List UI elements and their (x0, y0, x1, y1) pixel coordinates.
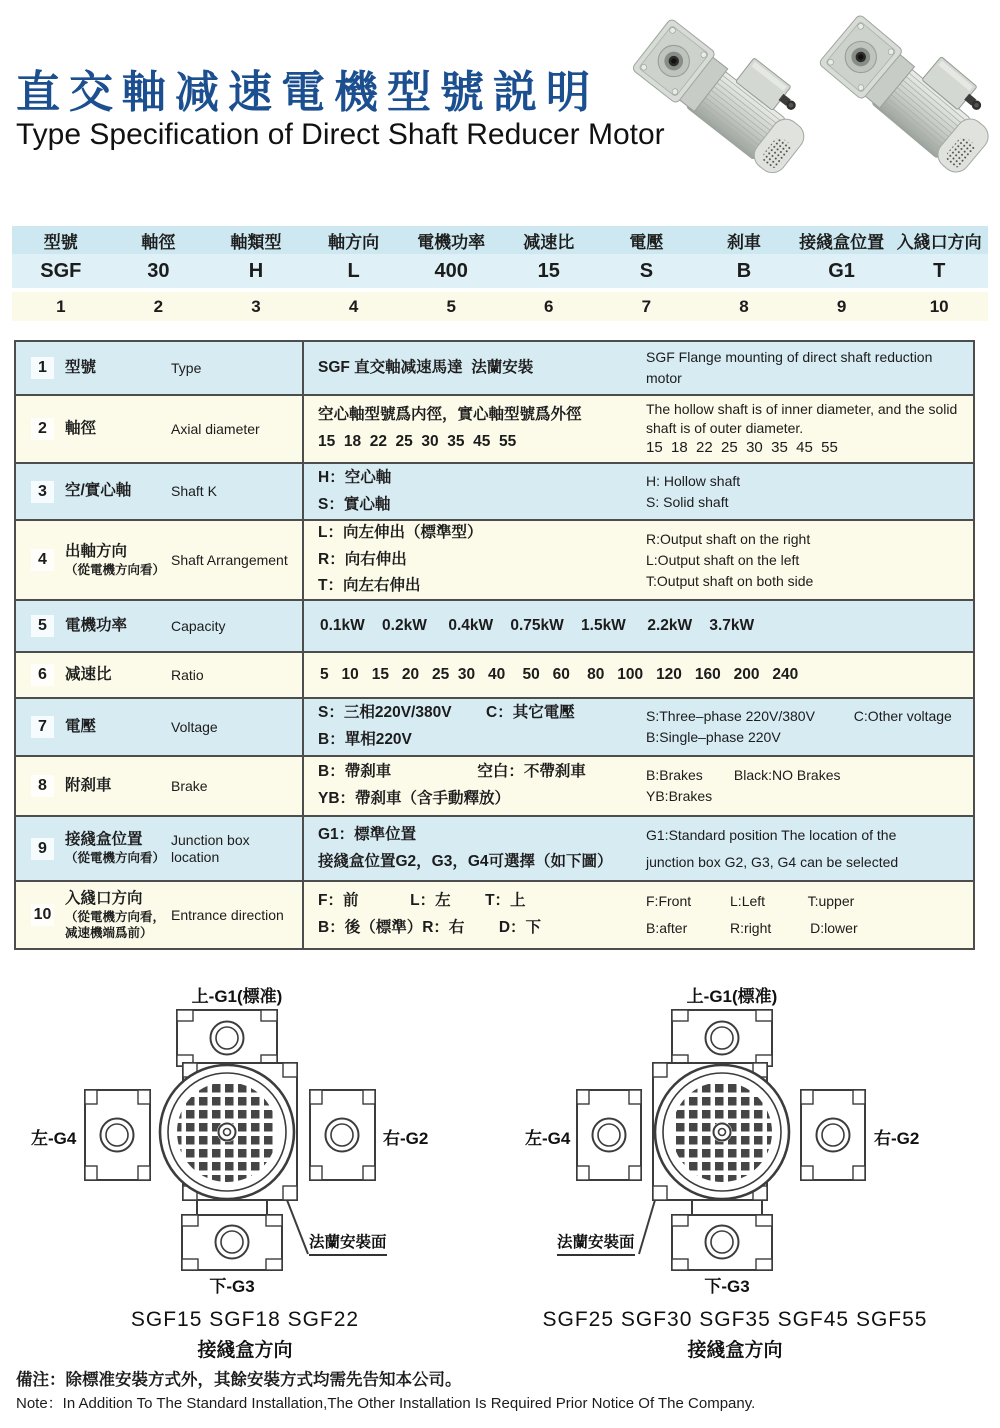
diagram-caption: 接綫盒方向 (687, 1340, 783, 1361)
content-line: B：帶刹車 空白：不帶刹車 (318, 763, 586, 781)
code-number: 7 (641, 296, 652, 316)
label-sub: （從電機方向看） (65, 851, 166, 866)
content-zh (304, 521, 642, 599)
content-line: H: Hollow shaft (646, 472, 741, 489)
content-en (642, 757, 973, 815)
content-line: L：向左伸出（標準型） (318, 524, 483, 542)
code-value: L (347, 259, 360, 282)
row-label-zh (65, 889, 171, 942)
row-content (304, 817, 973, 880)
row-number: 4 (31, 549, 54, 571)
label-position-g1-top: 上-G1(標准) (686, 987, 778, 1006)
content-en (642, 521, 973, 599)
code-number: 9 (836, 296, 847, 316)
row-label-zh: 型號 (65, 358, 97, 376)
code-number: 5 (446, 296, 456, 316)
row-label-cell (16, 464, 304, 519)
row-label-cell (16, 521, 304, 599)
content-line: B：後（標準）R：右 D：下 (318, 919, 542, 936)
code-value: B (736, 259, 752, 282)
code-header: 軸類型 (230, 232, 282, 252)
spec-row-type (16, 342, 973, 394)
spec-row-ratio (16, 651, 973, 697)
code-header: 接綫盒位置 (799, 232, 885, 252)
flange-mounting-face-label: 法蘭安裝面 (309, 1230, 387, 1256)
row-label-zh: 附刹車 (65, 776, 112, 794)
content-line: B:Single–phase 220V (646, 729, 781, 745)
label-sub: （從電機方向看） (65, 562, 166, 577)
content-en (642, 464, 973, 519)
content-line: B:after R:right D:lower (646, 920, 858, 936)
row-label-en: Capacity (171, 617, 226, 634)
row-label-cell (16, 653, 304, 697)
row-label-cell (16, 757, 304, 815)
row-label-en: Ratio (171, 666, 204, 683)
content-line: R:Output shaft on the right (646, 530, 811, 547)
junction-box-diagram-large-frames (505, 978, 965, 1370)
code-header: 電機功率 (417, 232, 486, 252)
spec-row-junction-box (16, 815, 973, 880)
row-label-zh: 軸徑 (65, 419, 97, 437)
row-label-en: Shaft K (171, 483, 217, 500)
code-number: 10 (929, 296, 949, 316)
row-label-cell (16, 342, 304, 394)
spec-row-axial-diameter (16, 394, 973, 462)
row-label-en: Shaft Arrangement (171, 551, 288, 568)
code-value: 400 (434, 259, 468, 282)
row-content (304, 653, 973, 697)
code-number: 6 (544, 296, 554, 316)
row-label-en: Junction box location (171, 831, 250, 865)
row-label-zh (65, 830, 171, 866)
spec-row-shaft-kind (16, 462, 973, 519)
content-line: G1:Standard position The location of the (646, 826, 897, 843)
code-header: 刹車 (726, 232, 761, 252)
content-en (642, 882, 973, 948)
row-content (304, 396, 973, 462)
code-number: 4 (348, 296, 359, 316)
row-label-zh (65, 542, 171, 578)
row-label-zh: 空/實心軸 (65, 482, 132, 500)
label-position-g4-left: 左-G4 (31, 1129, 77, 1148)
code-value: S (639, 259, 654, 282)
row-number: 10 (31, 904, 54, 926)
content-line: S：三相220V/380V C：其它電壓 (318, 704, 575, 722)
code-header: 入綫口方向 (896, 232, 982, 252)
page-title-english: Type Specification of Direct Shaft Reducer Motor (16, 118, 665, 151)
code-value-row (12, 254, 988, 288)
spec-row-voltage (16, 697, 973, 755)
label-main: 入綫口方向 (65, 889, 143, 907)
code-header: 减速比 (523, 232, 575, 252)
row-content (304, 342, 973, 394)
label-sub: 减速機端爲前） (65, 926, 153, 941)
content-line: S：實心軸 (318, 495, 391, 513)
note-english: Note：In Addition To The Standard Installation,The Other Installation Is Required Prior Notice Of The Company. (16, 1395, 756, 1412)
flange-mounting-face-label: 法蘭安裝面 (557, 1230, 635, 1256)
content-zh (304, 757, 642, 815)
model-code-table (12, 226, 988, 321)
content-line: L:Output shaft on the left (646, 551, 800, 568)
row-number: 5 (31, 615, 54, 637)
row-label-cell (16, 817, 304, 880)
content-line: H：空心軸 (318, 468, 392, 486)
row-content (304, 521, 973, 599)
content-line: S: Solid shaft (646, 493, 729, 510)
content-line: The hollow shaft is of inner diameter, and the solid (646, 400, 958, 417)
note-chinese: 備注：除標准安裝方式外，其餘安裝方式均需先告知本公司。 (16, 1371, 462, 1389)
gearmotor-illustration (600, 0, 1000, 190)
content-zh (304, 342, 642, 394)
row-label-zh: 减速比 (65, 665, 112, 683)
row-label-cell (16, 699, 304, 755)
row-content (304, 601, 973, 651)
label-main: 接綫盒位置 (65, 831, 143, 849)
row-number: 9 (31, 838, 54, 860)
content-line: B：單相220V (318, 731, 412, 748)
content-line: 接綫盒位置G2，G3，G4可選擇（如下圖） (318, 852, 613, 870)
content-line: R：向右伸出 (318, 550, 407, 568)
row-number: 1 (31, 357, 54, 379)
motor-photo-left (631, 2, 825, 179)
content-zh (304, 464, 642, 519)
row-number: 7 (31, 716, 54, 738)
row-number: 2 (31, 418, 54, 440)
spec-row-shaft-arrangement (16, 519, 973, 599)
code-number-row (12, 292, 988, 321)
code-value: 15 (537, 259, 560, 282)
content-span: 0.1kW 0.2kW 0.4kW 0.75kW 1.5kW 2.2kW 3.7kW (320, 617, 755, 634)
content-line: F：前 L：左 T：上 (318, 892, 526, 910)
code-value: 30 (147, 259, 170, 282)
content-zh (304, 396, 642, 462)
code-header: 型號 (43, 232, 78, 252)
code-number: 3 (251, 296, 261, 316)
content-line: shaft is of outer diameter. (646, 419, 804, 436)
row-label-en: Axial diameter (171, 420, 260, 437)
content-zh (304, 882, 642, 948)
label-position-g4-left: 左-G4 (525, 1129, 571, 1148)
label-position-g2-right: 右-G2 (383, 1129, 429, 1148)
content-span: 5 10 15 20 25 30 40 50 60 80 100 120 160 200 240 (320, 666, 799, 683)
code-value: T (933, 259, 946, 282)
row-label-cell (16, 882, 304, 948)
model-list: SGF15 SGF18 SGF22 (130, 1308, 360, 1331)
content-en (642, 396, 973, 462)
spec-row-brake (16, 755, 973, 815)
motor-photo-right (818, 0, 1000, 179)
content-line: F:Front L:Left T:upper (646, 892, 855, 909)
content-line: S:Three–phase 220V/380V C:Other voltage (646, 708, 952, 724)
page-title-chinese: 直交軸减速電機型號説明 (16, 68, 599, 117)
spec-row-capacity (16, 599, 973, 651)
content-line: G1：標準位置 (318, 825, 417, 843)
content-line: SGF Flange mounting of direct shaft reduction motor (646, 349, 937, 386)
code-value: G1 (828, 259, 855, 282)
row-content (304, 757, 973, 815)
code-header: 軸徑 (141, 232, 176, 252)
content-zh (304, 817, 642, 880)
content-en (642, 699, 973, 755)
label-sub: （從電機方向看， (65, 909, 166, 924)
row-label-en: Entrance direction (171, 906, 284, 923)
content-en (642, 817, 973, 880)
content-en (642, 342, 973, 394)
content-line: YB：帶刹車（含手動釋放） (318, 790, 511, 807)
row-number: 8 (31, 775, 54, 797)
content-line: YB:Brakes (646, 788, 713, 804)
row-label-en: Brake (171, 777, 208, 794)
spec-row-entrance-direction (16, 880, 973, 948)
code-value: H (248, 259, 264, 282)
code-number: 1 (56, 296, 66, 316)
content-line: T:Output shaft on both side (646, 572, 814, 589)
label-position-g3-bottom: 下-G3 (209, 1277, 255, 1296)
spec-table (14, 340, 975, 950)
row-label-en: Type (171, 359, 202, 376)
content-line: 15 18 22 25 30 35 45 55 (646, 438, 838, 456)
content-line: 空心軸型號爲内徑，實心軸型號爲外徑 (318, 406, 582, 424)
code-header: 軸方向 (328, 232, 380, 252)
diagram-caption: 接綫盒方向 (197, 1340, 293, 1361)
content-line: junction box G2, G3, G4 can be selected (646, 853, 899, 870)
row-label-zh: 電機功率 (65, 616, 128, 634)
junction-box-diagram-small-frames (15, 978, 475, 1370)
row-number: 3 (31, 481, 54, 503)
content-line: 15 18 22 25 30 35 45 55 (318, 433, 517, 450)
motor-photos (600, 0, 1000, 190)
row-content (304, 464, 973, 519)
row-label-zh: 電壓 (65, 717, 97, 735)
row-label-cell (16, 601, 304, 651)
content-line: B:Brakes Black:NO Brakes (646, 767, 841, 783)
content-line: T：向左右伸出 (318, 577, 421, 595)
row-label-en: Voltage (171, 718, 218, 735)
code-header-row (12, 226, 988, 254)
model-list: SGF25 SGF30 SGF35 SGF45 SGF55 (542, 1308, 928, 1331)
code-header: 電壓 (629, 232, 664, 252)
code-number: 2 (153, 296, 164, 316)
label-main: 出軸方向 (65, 542, 128, 560)
row-content (304, 699, 973, 755)
label-position-g1-top: 上-G1(標准) (191, 987, 283, 1006)
row-number: 6 (31, 664, 54, 686)
label-position-g2-right: 右-G2 (874, 1129, 920, 1148)
label-position-g3-bottom: 下-G3 (704, 1277, 750, 1296)
code-number: 8 (739, 296, 749, 316)
row-content (304, 882, 973, 948)
row-label-cell (16, 396, 304, 462)
content-line: SGF 直交軸减速馬達 法蘭安裝 (318, 358, 534, 376)
content-zh (304, 699, 642, 755)
code-value: SGF (40, 259, 82, 282)
